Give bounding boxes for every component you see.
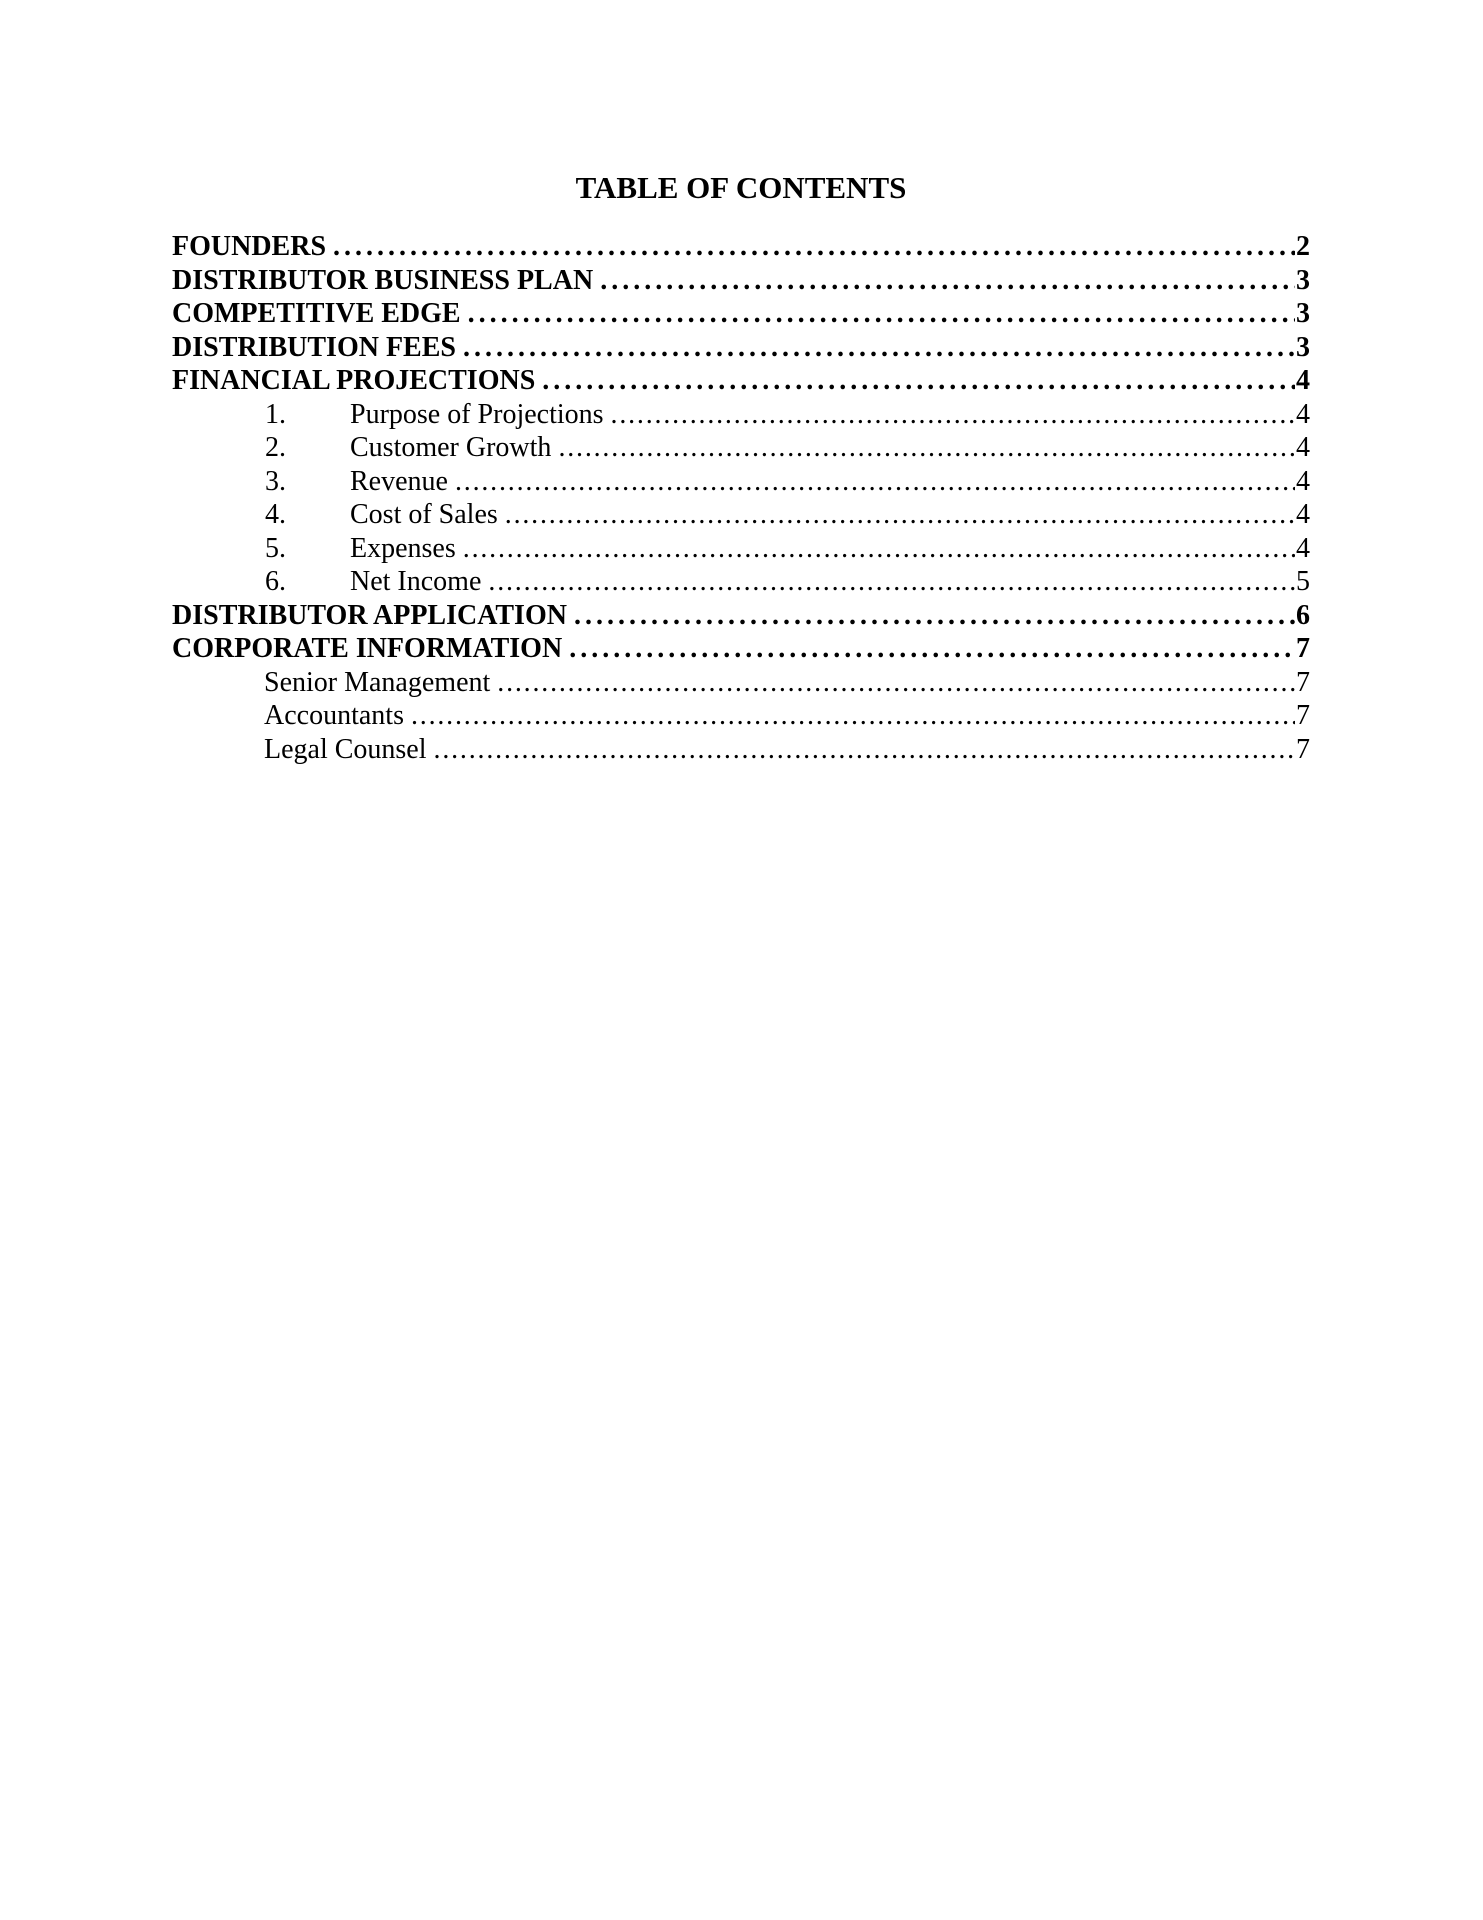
toc-entry-number: 3. — [265, 465, 286, 497]
dot-leader — [558, 431, 1295, 465]
toc-entry — [172, 230, 1310, 264]
toc-entry-label: Cost of Sales — [350, 499, 498, 530]
toc-entry-page-number: 4 — [1296, 465, 1310, 497]
toc-entry-number: 5. — [265, 532, 286, 564]
dot-leader — [455, 465, 1295, 499]
dot-leader — [505, 498, 1295, 532]
toc-entry-page-number: 6 — [1296, 599, 1310, 631]
toc-entry-label: Customer Growth — [350, 432, 552, 463]
toc-entry-label: FOUNDERS — [172, 231, 327, 262]
dot-leader — [463, 331, 1295, 365]
dot-leader — [463, 532, 1295, 566]
toc-entry-label: FINANCIAL PROJECTIONS — [172, 365, 536, 396]
toc-entry — [172, 364, 1310, 398]
dot-leader — [333, 230, 1295, 264]
dot-leader — [600, 264, 1295, 298]
toc-entry-page-number: 4 — [1296, 432, 1310, 463]
toc-entry-page-number: 4 — [1296, 499, 1310, 530]
toc-entry-number: 4. — [265, 499, 286, 530]
toc-entry-label: Legal Counsel — [264, 733, 427, 765]
toc-entry-number: 2. — [265, 432, 286, 463]
toc-entry-page-number: 7 — [1296, 700, 1310, 731]
toc-entry-page-number: 5 — [1296, 566, 1310, 597]
toc-entry — [172, 398, 1310, 432]
dot-leader — [434, 733, 1295, 767]
table-of-contents — [172, 230, 1310, 766]
toc-entry-label: Senior Management — [264, 666, 491, 698]
toc-entry-number: 6. — [265, 566, 286, 597]
toc-entry-page-number: 7 — [1296, 733, 1310, 765]
toc-entry — [172, 498, 1310, 532]
toc-entry-label: DISTRIBUTOR APPLICATION — [172, 599, 567, 631]
toc-entry-page-number: 4 — [1296, 398, 1310, 430]
toc-entry — [172, 699, 1310, 733]
toc-entry-label: DISTRIBUTOR BUSINESS PLAN — [172, 264, 594, 296]
toc-entry-label: Revenue — [350, 465, 448, 497]
toc-entry-label: Accountants — [264, 700, 404, 731]
toc-entry-page-number: 3 — [1296, 264, 1310, 296]
dot-leader — [468, 297, 1295, 331]
toc-entry-page-number: 7 — [1296, 666, 1310, 698]
toc-entry — [172, 331, 1310, 365]
toc-entry-label: DISTRIBUTION FEES — [172, 331, 456, 363]
toc-entry — [172, 666, 1310, 700]
page-title: TABLE OF CONTENTS — [575, 170, 907, 205]
dot-leader — [411, 699, 1295, 733]
dot-leader — [488, 565, 1295, 599]
dot-leader — [611, 398, 1295, 432]
toc-entry — [172, 532, 1310, 566]
toc-entry-label: COMPETITIVE EDGE — [172, 298, 461, 329]
toc-entry-label: Purpose of Projections — [350, 398, 604, 430]
toc-entry — [172, 599, 1310, 633]
toc-entry-label: Expenses — [350, 532, 456, 564]
toc-entry — [172, 431, 1310, 465]
toc-entry-label: Net Income — [350, 566, 482, 597]
toc-entry — [172, 297, 1310, 331]
toc-entry-page-number: 2 — [1296, 231, 1310, 262]
toc-entry-label: CORPORATE INFORMATION — [172, 633, 563, 664]
toc-entry-page-number: 4 — [1296, 365, 1310, 396]
dot-leader — [542, 364, 1295, 398]
toc-entry-page-number: 3 — [1296, 298, 1310, 329]
dot-leader — [497, 666, 1295, 700]
toc-entry-page-number: 4 — [1296, 532, 1310, 564]
toc-entry — [172, 733, 1310, 767]
toc-entry-page-number: 3 — [1296, 331, 1310, 363]
toc-entry-number: 1. — [265, 398, 286, 430]
toc-entry — [172, 565, 1310, 599]
toc-entry — [172, 632, 1310, 666]
toc-entry-page-number: 7 — [1296, 633, 1310, 664]
toc-entry — [172, 465, 1310, 499]
toc-entry — [172, 264, 1310, 298]
dot-leader — [569, 632, 1295, 666]
dot-leader — [574, 599, 1295, 633]
